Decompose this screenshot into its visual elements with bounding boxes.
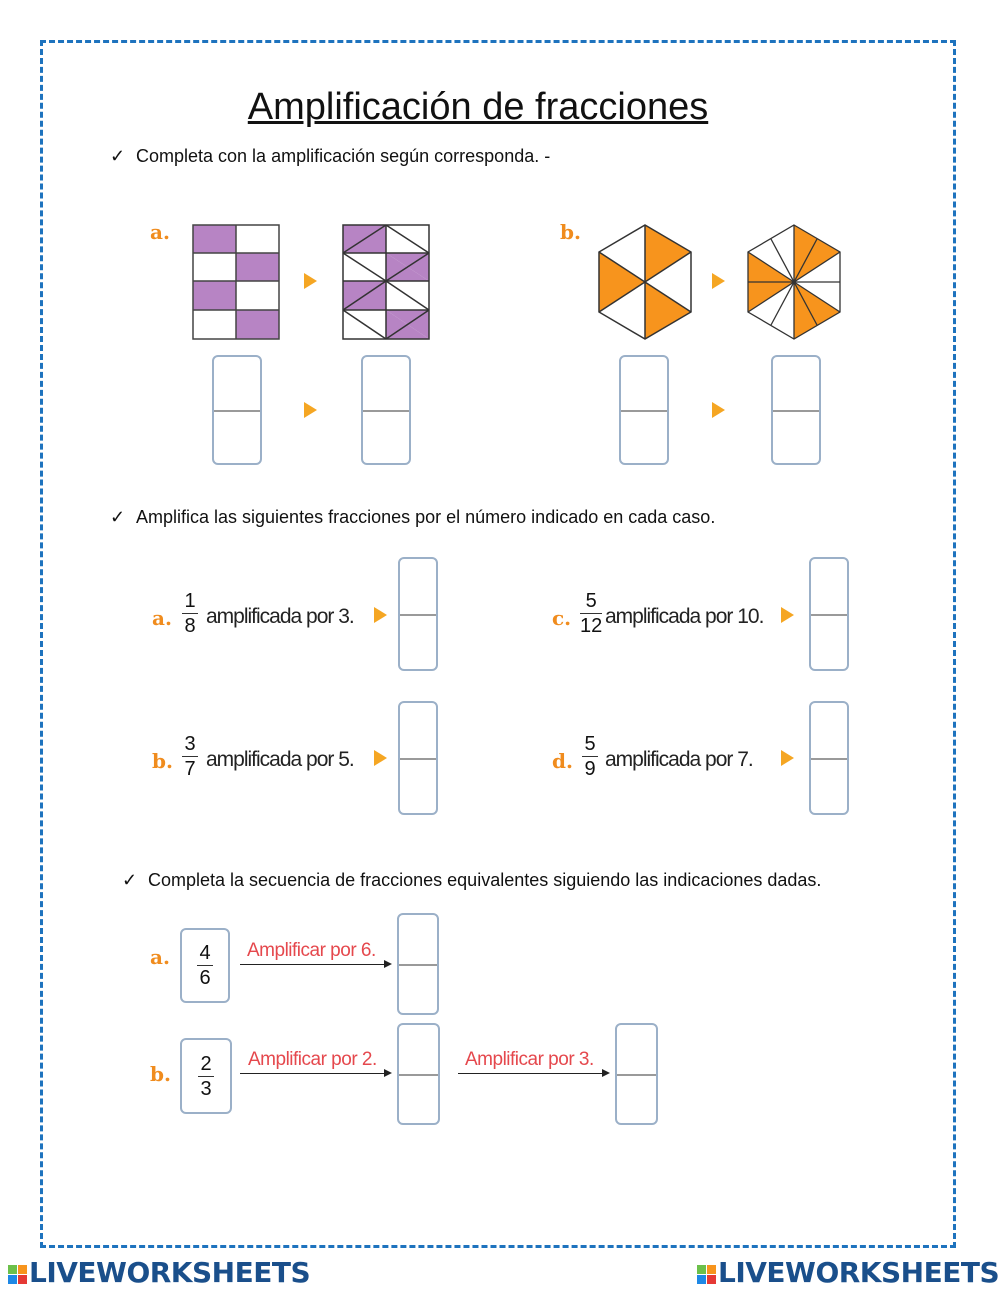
answer-box[interactable] <box>615 1023 658 1125</box>
item-a-label: a. <box>150 220 170 244</box>
fraction: 5 9 <box>582 733 598 780</box>
answer-box[interactable] <box>809 701 849 815</box>
given-fraction-box <box>180 1038 232 1114</box>
answer-box[interactable] <box>771 355 821 465</box>
exercise-text: amplificada por 5. <box>206 748 354 771</box>
instruction-1: ✓ Completa con la amplificación según corresponda. - <box>110 146 551 166</box>
instruction-3: ✓ Completa la secuencia de fracciones equivalentes siguiendo las indicaciones dadas. <box>122 870 822 890</box>
arrow-icon <box>374 607 387 623</box>
liveworksheets-logo: LIVEWORKSHEETS <box>697 1256 999 1289</box>
arrow-icon <box>458 1073 608 1074</box>
answer-box[interactable] <box>212 355 262 465</box>
exercise-label: c. <box>552 606 572 630</box>
arrow-icon <box>781 607 794 623</box>
exercise-label: b. <box>152 749 173 773</box>
fraction: $\frac{2}{3}$ <box>198 1053 214 1100</box>
step-instruction: Amplificar por 3. <box>465 1049 594 1070</box>
liveworksheets-logo: LIVEWORKSHEETS <box>8 1256 310 1289</box>
answer-box[interactable] <box>809 557 849 671</box>
step-instruction: Amplificar por 2. <box>248 1049 377 1070</box>
arrow-icon <box>374 750 387 766</box>
exercise-label: d. <box>552 749 573 773</box>
fraction-grid-amplified <box>342 224 430 340</box>
exercise-text: amplificada por 10. <box>605 605 764 628</box>
fraction-grid-original <box>192 224 280 340</box>
arrow-icon <box>240 964 390 965</box>
exercise-label: a. <box>152 606 172 630</box>
arrow-icon <box>781 750 794 766</box>
instruction-2: ✓ Amplifica las siguientes fracciones por el número indicado en cada caso. <box>110 507 716 527</box>
answer-box[interactable] <box>397 1023 440 1125</box>
exercise-text: amplificada por 3. <box>206 605 354 628</box>
logo-icon <box>697 1265 716 1284</box>
fraction: 5 12 <box>580 590 603 637</box>
arrow-icon <box>304 402 317 418</box>
fraction-hexagon-amplified <box>746 222 842 342</box>
item-b-label: b. <box>560 220 581 244</box>
arrow-icon <box>712 402 725 418</box>
fraction-hexagon-original <box>597 222 693 342</box>
answer-box[interactable] <box>361 355 411 465</box>
check-icon: ✓ <box>110 146 126 166</box>
arrow-icon <box>712 273 725 289</box>
sequence-label: a. <box>150 945 170 969</box>
check-icon: ✓ <box>122 870 138 890</box>
page-title: Amplificación de fracciones <box>247 86 709 128</box>
logo-icon <box>8 1265 27 1284</box>
fraction: $\frac{4}{6}$ <box>197 942 213 989</box>
fraction: 3 7 <box>182 733 198 780</box>
answer-box[interactable] <box>398 557 438 671</box>
check-icon: ✓ <box>110 507 126 527</box>
step-instruction: Amplificar por 6. <box>247 940 376 961</box>
exercise-text: amplificada por 7. <box>605 748 753 771</box>
arrow-icon <box>240 1073 390 1074</box>
answer-box[interactable] <box>398 701 438 815</box>
answer-box[interactable] <box>397 913 439 1015</box>
answer-box[interactable] <box>619 355 669 465</box>
given-fraction-box <box>180 928 230 1003</box>
arrow-icon <box>304 273 317 289</box>
sequence-label: b. <box>150 1062 171 1086</box>
fraction: 1 8 <box>182 590 198 637</box>
